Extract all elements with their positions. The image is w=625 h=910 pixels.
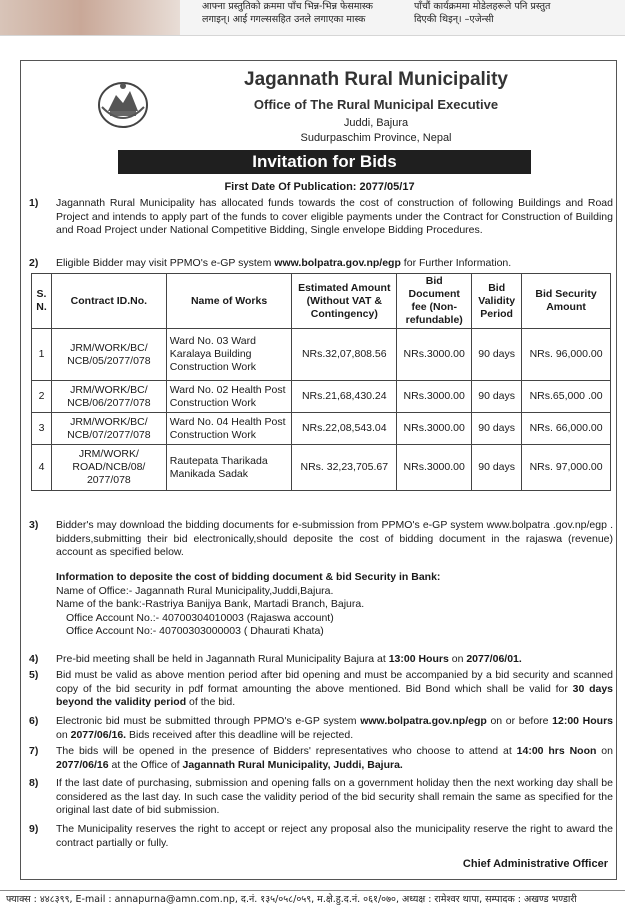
text-span: on: [448, 653, 467, 665]
table-row: [32, 413, 611, 445]
org-name: Jagannath Rural Municipality: [244, 69, 508, 90]
table-header-row: [32, 274, 611, 329]
bank-info: [56, 571, 440, 639]
cell-work: Ward No. 03 Ward Karalaya Building Construction Work: [166, 329, 292, 381]
cell-contract-id: JRM/WORK/BC/ NCB/06/2077/078: [51, 381, 166, 413]
clause-text: The Municipality reserves the right to accept or reject any proposal also the municipality reserve the right to award the contract partially or fully.: [56, 823, 613, 849]
clause-3: [29, 519, 613, 560]
cell-validity: 90 days: [472, 329, 522, 381]
egp-link[interactable]: www.bolpatra.gov.np/egp: [274, 257, 401, 269]
cell-sn: 4: [32, 445, 52, 491]
header-estimated: Estimated Amount (Without VAT & Contingency): [292, 274, 397, 329]
clause-text: [56, 745, 613, 772]
table-row: [32, 445, 611, 491]
cell-sn: 1: [32, 329, 52, 381]
cell-contract-id: JRM/WORK/ ROAD/NCB/08/ 2077/078: [51, 445, 166, 491]
meeting-date: 2077/06/01.: [466, 653, 522, 665]
office-name: Office of The Rural Municipal Executive: [253, 97, 499, 112]
clause-number: 2): [29, 257, 39, 269]
cell-security: NRs. 66,000.00: [522, 413, 611, 445]
news-text: पाँचौं कार्यक्रममा मोडेलहरूले पनि प्रस्तुत: [414, 1, 551, 12]
cell-work: Ward No. 02 Health Post Construction Work: [166, 381, 292, 413]
header-security: Bid Security Amount: [522, 274, 611, 329]
news-text: लगाइन्। आई गगल्ससहित उनले लगाएका मास्क: [202, 14, 366, 25]
bid-notice: [20, 60, 617, 880]
table-row: [32, 329, 611, 381]
clause-2: [29, 257, 613, 271]
bank-info-heading: Information to deposite the cost of bidding document & bid Security in Bank:: [56, 571, 441, 583]
opening-time: 14:00 hrs Noon: [516, 745, 597, 757]
clause-number: 3): [29, 519, 39, 531]
clause-text: [56, 715, 613, 742]
text-span: Bids received after this deadline will be rejected.: [126, 728, 354, 741]
text-span: of the bid.: [186, 696, 236, 708]
cell-fee: NRs.3000.00: [397, 413, 472, 445]
newspaper-top-strip: [0, 0, 625, 36]
clause-text: If the last date of purchasing, submission and opening falls on a government holiday then the next working day shall be considered as the last day. In such case the validity period of the bid security shall remain the same as specified for the original last date of bid submission.: [56, 777, 613, 816]
header-validity: Bid Validity Period: [472, 274, 522, 329]
header-sn: S. N.: [32, 274, 52, 329]
clause-number: 1): [29, 197, 39, 209]
news-column-right: [414, 0, 619, 26]
clause-9: [29, 823, 613, 850]
text-span: Electronic bid must be submitted through PPMO's e-GP system: [56, 715, 361, 727]
clause-4: [29, 653, 613, 667]
cell-work: Rautepata Tharikada Manikada Sadak: [166, 445, 292, 491]
cell-estimated: NRs.22,08,543.04: [292, 413, 397, 445]
text-span: Bid must be valid as above mention period after bid opening and must be accompanied by a bid security and scanned copy of the bid security in pdf format amounting the above mentioned. Bid Bond which shall be valid for: [56, 669, 613, 695]
cell-fee: NRs.3000.00: [397, 329, 472, 381]
opening-place: Jagannath Rural Municipality, Juddi, Bajura.: [182, 758, 403, 771]
table-row: [32, 381, 611, 413]
address-line: Juddi, Bajura: [343, 117, 409, 129]
address-line: Sudurpaschim Province, Nepal: [300, 132, 452, 144]
clause-number: 7): [29, 745, 39, 757]
clause-6: [29, 715, 613, 742]
cell-sn: 3: [32, 413, 52, 445]
clause-1: [29, 197, 613, 238]
cell-sn: 2: [32, 381, 52, 413]
news-column-left: [202, 0, 402, 26]
bids-table: [31, 273, 611, 491]
bank-office-name: Name of Office:- Jagannath Rural Municipality,Juddi,Bajura.: [56, 584, 334, 597]
cell-estimated: NRs. 32,23,705.67: [292, 445, 397, 491]
bank-account: Office Account No.:- 40700304010003 (Rajaswa account): [66, 611, 334, 624]
cell-estimated: NRs.21,68,430.24: [292, 381, 397, 413]
header-work: Name of Works: [166, 274, 292, 329]
clause-5: [29, 669, 613, 710]
cell-validity: 90 days: [472, 413, 522, 445]
clause-text: [56, 653, 613, 667]
text-span: Pre-bid meeting shall be held in Jagannath Rural Municipality Bajura at: [56, 653, 389, 665]
text-span: The bids will be opened in the presence of Bidders' representatives who choose to attend at: [56, 745, 517, 757]
cell-fee: NRs.3000.00: [397, 381, 472, 413]
text-span: on or before: [486, 715, 553, 727]
cell-fee: NRs.3000.00: [397, 445, 472, 491]
clause-number: 5): [29, 669, 39, 681]
signature: Chief Administrative Officer: [462, 858, 608, 870]
cell-security: NRs.65,000 .00: [522, 381, 611, 413]
invitation-banner: Invitation for Bids: [118, 150, 531, 174]
bank-account: Office Account No:- 40700303000003 ( Dhaurati Khata): [66, 625, 324, 637]
bank-name: Name of the bank:-Rastriya Banijya Bank, Martadi Branch, Bajura.: [56, 598, 365, 610]
header-contract-id: Contract ID.No.: [51, 274, 166, 329]
publication-date: First Date Of Publication: 2077/05/17: [224, 181, 415, 193]
clause-7: [29, 745, 613, 772]
clause-text: Bidder's may download the bidding documents for e-submission from PPMO's e-GP system www.bolpatra .gov.np/egp . bidders,submitting their bid electronically,should deposite the cost of bidding document in the rajaswa (revenue) account as specified below.: [56, 519, 613, 558]
egp-link[interactable]: www.bolpatra.gov.np/egp: [360, 715, 487, 727]
text-span: on: [56, 728, 71, 741]
clause-number: 8): [29, 777, 39, 789]
cell-contract-id: JRM/WORK/BC/ NCB/07/2077/078: [51, 413, 166, 445]
text-span: at the Office of: [108, 758, 183, 771]
meeting-time: 13:00 Hours: [388, 653, 449, 665]
cell-validity: 90 days: [472, 381, 522, 413]
clause-8: [29, 777, 613, 818]
news-text: दिएकी थिइन्। –एजेन्सी: [414, 14, 494, 25]
submission-date: 2077/06/16.: [70, 728, 127, 741]
model-photo: [0, 0, 180, 36]
text-span: Eligible Bidder may visit PPMO's e-GP system: [56, 257, 275, 269]
newspaper-footer: फ्याक्स : ४४८३९९, E-mail : annapurna@amn.com.np, द.नं. १३५/०५८/०५९, म.क्षे.हु.द.नं. ०६१/०७०, अध्यक्ष : रामेश्वर थापा, सम्पादक : अखण्ड भण्डारी: [0, 890, 625, 910]
cell-work: Ward No. 04 Health Post Construction Work: [166, 413, 292, 445]
cell-security: NRs. 97,000.00: [522, 445, 611, 491]
clause-number: 9): [29, 823, 39, 835]
cell-validity: 90 days: [472, 445, 522, 491]
clause-text: Jagannath Rural Municipality has allocated funds towards the cost of construction of following Buildings and Road Project and intends to apply part of the funds to cover eligible payments under the Contract for Construction of Building and Road Project under National Competitive Bidding, Single envelope Bidding Procedures.: [56, 197, 613, 236]
validity-emphasis: 30 days beyond the validity period: [56, 682, 614, 708]
cell-contract-id: JRM/WORK/BC/ NCB/05/2077/078: [51, 329, 166, 381]
submission-time: 12:00 Hours: [552, 715, 613, 727]
header-fee: Bid Document fee (Non-refundable): [397, 274, 472, 329]
opening-date: 2077/06/16: [56, 758, 109, 771]
clause-text: [56, 257, 613, 271]
clause-text: [56, 669, 613, 710]
text-span: for Further Information.: [400, 257, 512, 269]
news-text: आफ्ना प्रस्तुतिको क्रममा पाँच भिन्न-भिन्न फेसमास्क: [202, 1, 373, 12]
text-span: on: [596, 745, 613, 757]
cell-security: NRs. 96,000.00: [522, 329, 611, 381]
clause-number: 6): [29, 715, 39, 727]
cell-estimated: NRs.32,07,808.56: [292, 329, 397, 381]
clause-number: 4): [29, 653, 39, 665]
